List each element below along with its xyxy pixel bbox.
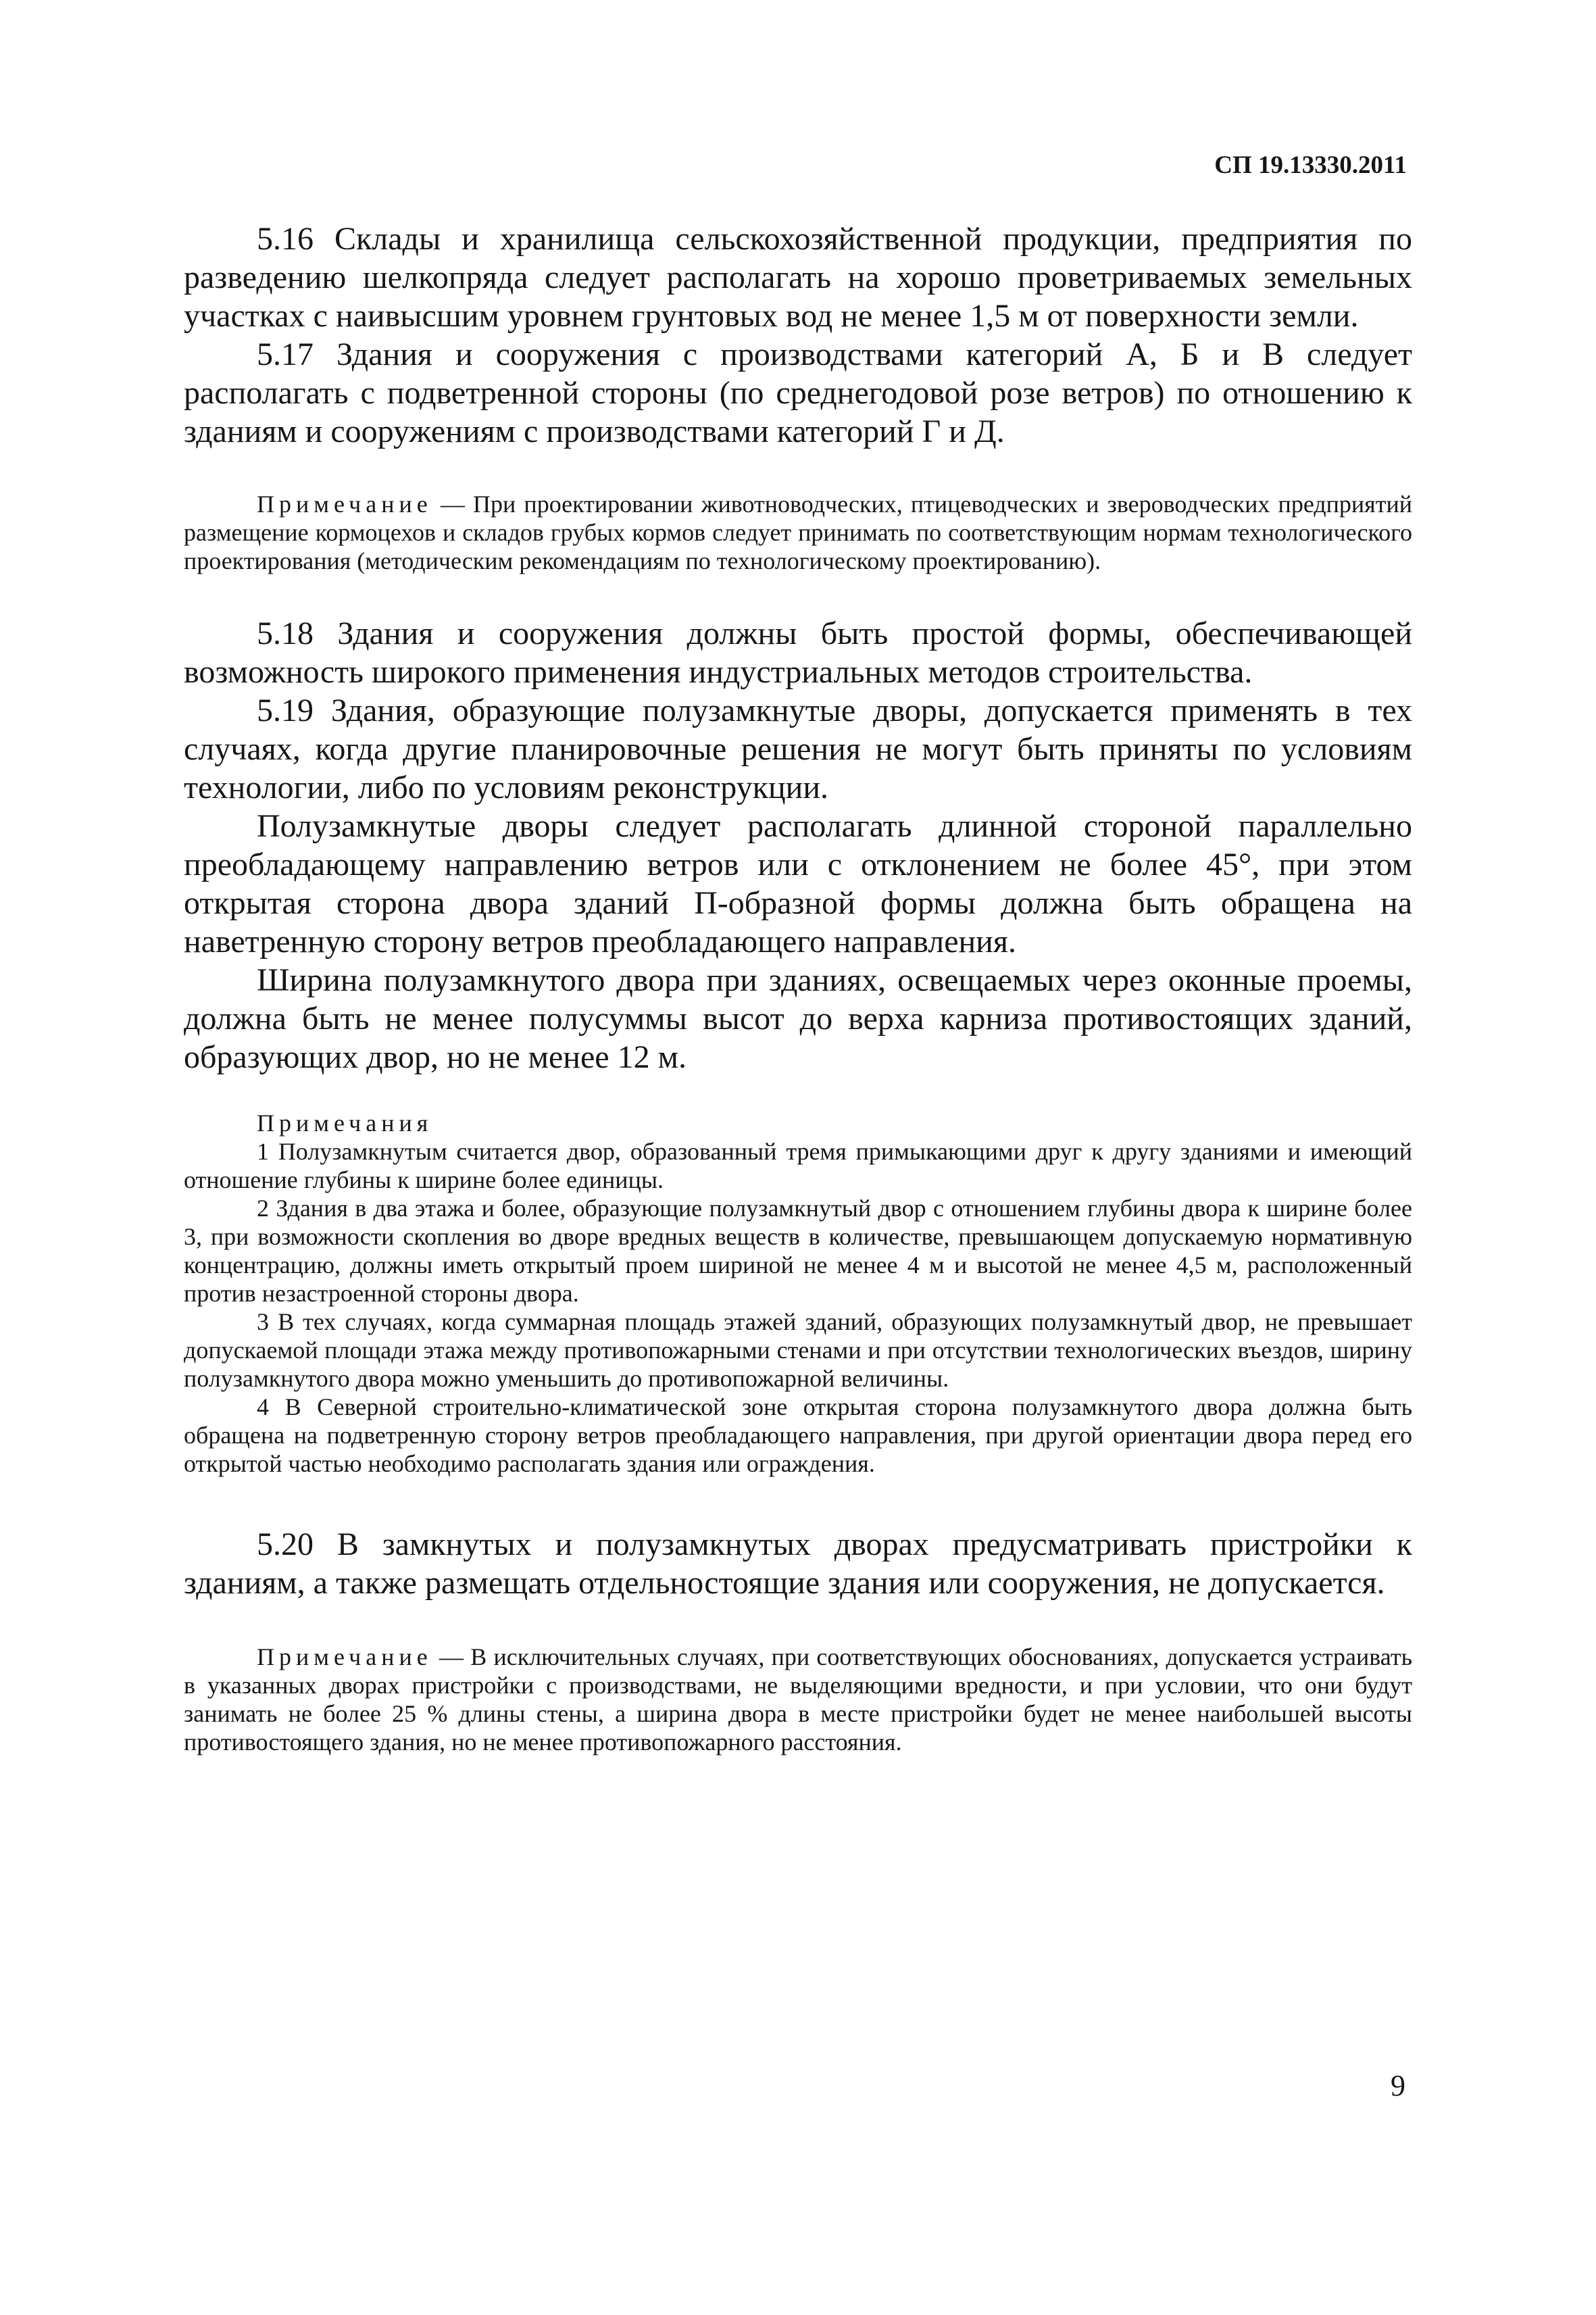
page-content <box>184 220 1412 1756</box>
note-1-body: — При проектировании животноводческих, птицеводческих и звероводческих предприятий размещение кормоцехов и складов грубых кормов следует принимать по соответствующим нормам технологического проектирования (методическим рекомендациям по технологическому проектированию). <box>184 491 1412 574</box>
clause-5-17: 5.17 Здания и сооружения с производствами категорий А, Б и В следует располагать с подветренной стороны (по среднегодовой розе ветров) по отношению к зданиям и сооружениям с производствами категорий Г и Д. <box>184 337 1412 449</box>
page-number: 9 <box>1391 2069 1405 2102</box>
note-1-text <box>184 490 1412 575</box>
note-2-item-4: 4 В Северной строительно-климатической зоне открытая сторона полузамкнутого двора должна быть обращена на подветренную сторону ветров преобладающего направления, при другой ориентации двора перед его открытой частью необходимо располагать здания или ограждения. <box>184 1393 1412 1477</box>
document-code: СП 19.13330.2011 <box>1214 151 1407 179</box>
note-2-item-3: 3 В тех случаях, когда суммарная площадь этажей зданий, образующих полузамкнутый двор, не превышает допускаемой площади этажа между противопожарными стенами и при отсутствии технологических въездов, ширину полузамкнутого двора можно уменьшить до противопожарной величины. <box>184 1308 1412 1392</box>
note-3-label: Примечание <box>257 1643 432 1670</box>
clause-5-20-block <box>184 1525 1412 1602</box>
notes-2-heading: Примечания <box>257 1110 433 1137</box>
clause-5-16: 5.16 Склады и хранилища сельскохозяйственной продукции, предприятия по разведению шелкопряда следует располагать на хорошо проветриваемых земельных участках с наивысшим уровнем грунтовых вод не менее 1,5 м от поверхности земли. <box>184 221 1412 334</box>
note-1 <box>184 490 1412 575</box>
note-1-label: Примечание <box>257 491 432 518</box>
note-3 <box>184 1643 1412 1756</box>
note-2-item-1: 1 Полузамкнутым считается двор, образованный тремя примыкающими друг к другу зданиями и имеющий отношение глубины к ширине более единицы. <box>184 1138 1412 1193</box>
notes-2 <box>184 1109 1412 1478</box>
clause-5-18: 5.18 Здания и сооружения должны быть простой формы, обеспечивающей возможность широкого применения индустриальных методов строительства. <box>184 616 1412 690</box>
note-3-body: — В исключительных случаях, при соответствующих обоснованиях, допускается устраивать в указанных дворах пристройки с производствами, не выделяющими вредности, и при условии, что они будут занимать не более 25 % длины стены, а ширина двора в месте пристройки будет не менее наибольшей высоты противостоящего здания, но не менее противопожарного расстояния. <box>184 1643 1412 1756</box>
note-3-text <box>184 1643 1412 1756</box>
clause-5-20: 5.20 В замкнутых и полузамкнутых дворах предусматривать пристройки к зданиям, а также размещать отдельностоящие здания или сооружения, не допускается. <box>184 1526 1412 1601</box>
note-2-item-2: 2 Здания в два этажа и более, образующие полузамкнутый двор с отношением глубины двора к ширине более 3, при возможности скопления во дворе вредных веществ в количестве, превышающем допускаемую нормативную концентрацию, должны иметь открытый проем шириной не менее 4 м и высотой не менее 4,5 м, расположенный против незастроенной стороны двора. <box>184 1195 1412 1307</box>
clause-5-19: 5.19 Здания, образующие полузамкнутые дворы, допускается применять в тех случаях, когда другие планировочные решения не могут быть приняты по условиям технологии, либо по условиям реконструкции. <box>184 693 1412 805</box>
clause-5-19-width: Ширина полузамкнутого двора при зданиях, освещаемых через оконные проемы, должна быть не менее полусуммы высот до верха карниза противостоящих зданий, образующих двор, но не менее 12 м. <box>184 962 1412 1075</box>
clause-5-19-orientation: Полузамкнутые дворы следует располагать длинной стороной параллельно преобладающему направлению ветров или с отклонением не более 45°, при этом открытая сторона двора зданий П-образной формы должна быть обращена на наветренную сторону ветров преобладающего направления. <box>184 808 1412 960</box>
clauses-5-18-5-19 <box>184 614 1412 1076</box>
